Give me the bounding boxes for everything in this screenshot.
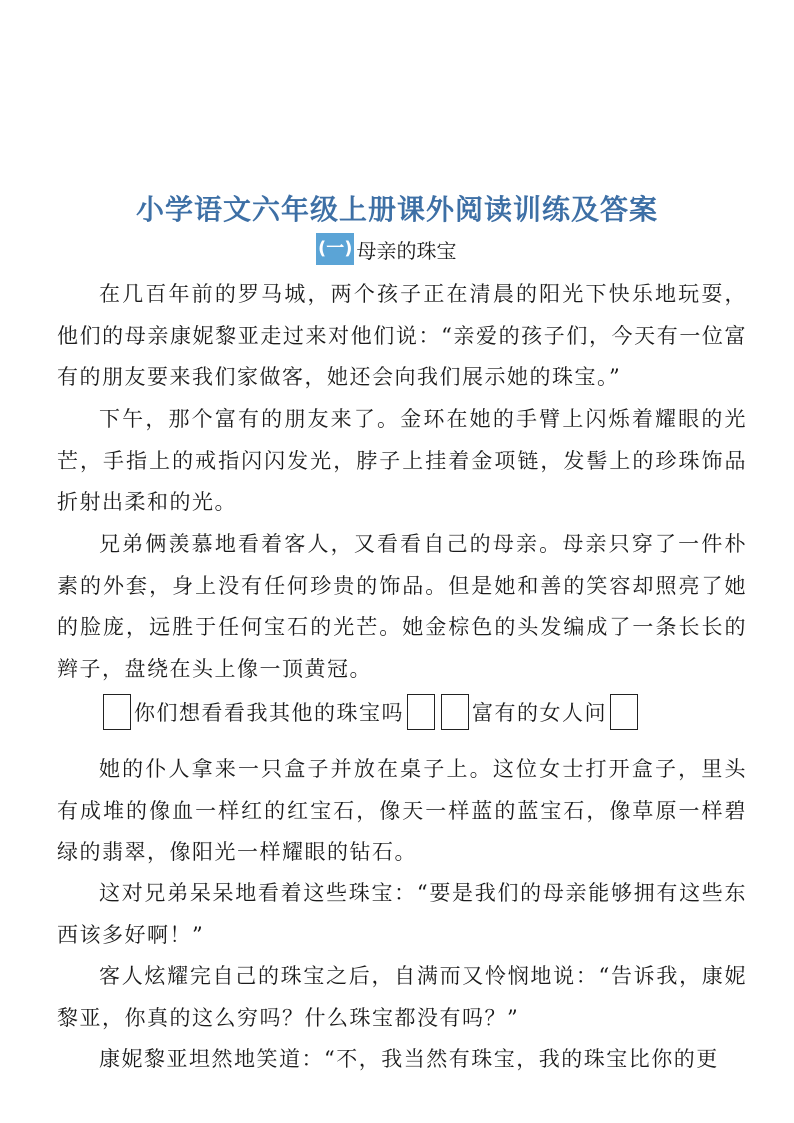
paragraph-2: 下午，那个富有的朋友来了。金环在她的手臂上闪烁着耀眼的光芒，手指上的戒指闪闪发光，脖子上挂着金项链，发髻上的珍珠饰品折射出柔和的光。 xyxy=(57,407,747,514)
punctuation-blank-4[interactable] xyxy=(610,694,638,730)
blank-speaker-text: 富有的女人问 xyxy=(472,701,607,725)
paragraph-6: 客人炫耀完自己的珠宝之后，自满而又怜悯地说：“告诉我，康妮黎亚，你真的这么穷吗？什么珠宝都没有吗？” xyxy=(57,964,747,1030)
section-number: (一) xyxy=(316,233,354,265)
section-name: 母亲的珠宝 xyxy=(356,238,457,263)
blank-quote-text: 你们想看看我其他的珠宝吗 xyxy=(134,701,404,725)
section-heading xyxy=(316,232,456,266)
paragraph-3: 兄弟俩羡慕地看着客人，又看看自己的母亲。母亲只穿了一件朴素的外套，身上没有任何珍贵的饰品。但是她和善的笑容却照亮了她的脸庞，远胜于任何宝石的光芒。她金棕色的头发编成了一条长长的辫子，盘绕在头上像一顶黄冠。 xyxy=(57,532,747,681)
paragraph-7: 康妮黎亚坦然地笑道：“不，我当然有珠宝，我的珠宝比你的更 xyxy=(99,1047,719,1071)
paragraph-4: 她的仆人拿来一只盒子并放在桌子上。这位女士打开盒子，里头有成堆的像血一样红的红宝石，像天一样蓝的蓝宝石，像草原一样碧绿的翡翠，像阳光一样耀眼的钻石。 xyxy=(57,757,747,864)
punctuation-blank-1[interactable] xyxy=(103,694,131,730)
punctuation-blank-3[interactable] xyxy=(441,694,469,730)
paragraph-1: 在几百年前的罗马城，两个孩子正在清晨的阳光下快乐地玩耍，他们的母亲康妮黎亚走过来对他们说：“亲爱的孩子们，今天有一位富有的朋友要来我们家做客，她还会向我们展示她的珠宝。” xyxy=(57,282,747,389)
document-title: 小学语文六年级上册课外阅读训练及答案 xyxy=(135,193,658,226)
fill-in-punctuation-question xyxy=(100,690,641,734)
paragraph-5: 这对兄弟呆呆地看着这些珠宝：“要是我们的母亲能够拥有这些东西该多好啊！” xyxy=(57,881,747,947)
punctuation-blank-2[interactable] xyxy=(407,694,435,730)
